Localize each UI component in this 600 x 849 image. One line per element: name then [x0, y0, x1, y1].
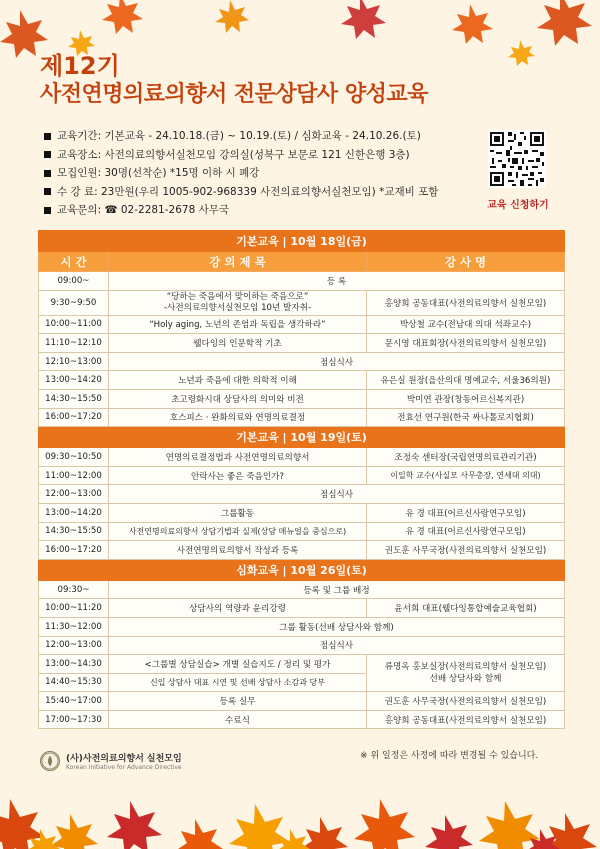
- table-row: 17:00~17:30 수료식 홍양희 공동대표(사전의료의향서 실천모임): [39, 710, 565, 729]
- table-row: 09:30~10:50 연명의료결정법과 사전연명의료의향서 조정숙 센터장(국립연명의료관리기관): [39, 448, 565, 467]
- table-row: 16:00~17:20 호스피스 · 완화의료와 연명의료결정 전효선 연구원(한국 싸나톨로지협회): [39, 408, 565, 427]
- square-bullet-icon: [44, 151, 51, 158]
- info-location: 교육장소 : 사전의료의향서실천모임 강의실(성북구 보문로 121 신한은행 3층): [44, 146, 484, 165]
- table-row: 11:00~12:00 안락사는 좋은 죽음인가? 이일학 교수(사실모 사무총장, 연세대 의대): [39, 466, 565, 485]
- section-header: 기본교육 | 10월 18일(금): [39, 231, 565, 252]
- info-capacity: 모집인원 : 30명(선착순) *15명 이하 시 폐강: [44, 164, 484, 183]
- info-contact: 교육문의 : ☎ 02-2281-2678 사무국: [44, 201, 484, 220]
- table-row: 12:00~13:00 점심식사: [39, 636, 565, 655]
- table-row: 13:00~14:30 <그룹별 상담실습> 개별 실습지도 / 정리 및 평가 류명옥 홍보실장(사전의료의향서 실천모임) 선배 상담사와 함께: [39, 655, 565, 674]
- square-bullet-icon: [44, 207, 51, 214]
- table-row: 16:00~17:20 사전연명의료의향서 작성과 등록 권도훈 사무국장(사전의료의향서 실천모임): [39, 541, 565, 560]
- table-row: 14:40~15:30 신입 상담사 대표 시연 및 선배 상담사 소감과 당부: [39, 673, 565, 692]
- table-row: 12:10~13:00 점심식사: [39, 352, 565, 371]
- schedule-table-wrap: [38, 230, 564, 729]
- info-list: [44, 127, 484, 220]
- title-line-1: 제12기: [40, 52, 120, 80]
- maple-leaves-bottom-decoration: [0, 729, 600, 849]
- table-row: 14:30~15:50 사전연명의료의향서 상담기법과 실제(상담 매뉴얼을 중심으로) 유 경 대표(어르신사랑연구모임): [39, 522, 565, 541]
- title-block: [40, 52, 428, 110]
- column-header-subject: 강 의 제 목: [109, 252, 367, 272]
- table-row: 13:00~14:20 그룹활동 유 경 대표(어르신사랑연구모임): [39, 503, 565, 522]
- table-row: 14:30~15:50 초고령화시대 상담사의 의미와 비전 박미연 관장(창동어르신복지관): [39, 389, 565, 408]
- table-row: 11:30~12:00 그룹 활동(선배 상담사와 함께): [39, 617, 565, 636]
- organization-subtitle: Korean Initiative for Advance Directive: [66, 764, 182, 771]
- table-row: 11:10~12:10 웰다잉의 인문학적 기초 문시영 대표회장(사전의료의향서 실천모임): [39, 334, 565, 353]
- section-header: 심화교육 | 10월 26일(토): [39, 559, 565, 580]
- column-header-time: 시 간: [39, 252, 109, 272]
- square-bullet-icon: [44, 133, 51, 140]
- info-period: 교육기간 : 기본교육 - 24.10.18.(금) ~ 10.19.(토) / 심화교육 - 24.10.26.(토): [44, 127, 484, 146]
- table-row: 10:00~11:00 “Holy aging, 노년의 존엄과 독립을 생각하라” 박상철 교수(전남대 의대 석좌교수): [39, 315, 565, 334]
- square-bullet-icon: [44, 170, 51, 177]
- title-line-2: 사전연명의료의향서 전문상담사 양성교육: [40, 82, 428, 107]
- section-header: 기본교육 | 10월 19일(토): [39, 427, 565, 448]
- info-fee: 수 강 료 : 23만원(우리 1005-902-968339 사전의료의향서실천모임) *교재비 포함: [44, 183, 484, 202]
- schedule-table: [38, 230, 565, 729]
- table-row: 10:00~11:20 상담사의 역량과 윤리강령 윤서희 대표(웰다잉통합예술교육협회): [39, 599, 565, 618]
- table-row: 13:00~14:20 노년과 죽음에 대한 의학적 이해 유은실 원장(을산의대 명예교수, 서울36의원): [39, 371, 565, 390]
- table-row: 9:30~9:50 “당하는 죽음에서 맞이하는 죽음으로” -사전의료의향서실천모임 10년 발자취- 홍양희 공동대표(사전의료의향서 실천모임): [39, 290, 565, 315]
- column-header-row: [39, 252, 565, 272]
- column-header-lecturer: 강 사 명: [367, 252, 565, 272]
- table-row: 15:40~17:00 등록 실무 권도훈 사무국장(사전의료의향서 실천모임): [39, 692, 565, 711]
- table-row: 09:30~ 등록 및 그룹 배정: [39, 580, 565, 599]
- organization-name: (사)사전의료의향서 실천모임: [66, 754, 182, 764]
- qr-caption[interactable]: 교육 신청하기: [487, 200, 549, 211]
- square-bullet-icon: [44, 188, 51, 195]
- qr-code-icon[interactable]: [488, 130, 546, 188]
- schedule-change-note: ※ 위 일정은 사정에 따라 변경될 수 있습니다.: [360, 751, 539, 761]
- table-row: 12:00~13:00 점심식사: [39, 485, 565, 504]
- table-row: 09:00~ 등 록: [39, 272, 565, 291]
